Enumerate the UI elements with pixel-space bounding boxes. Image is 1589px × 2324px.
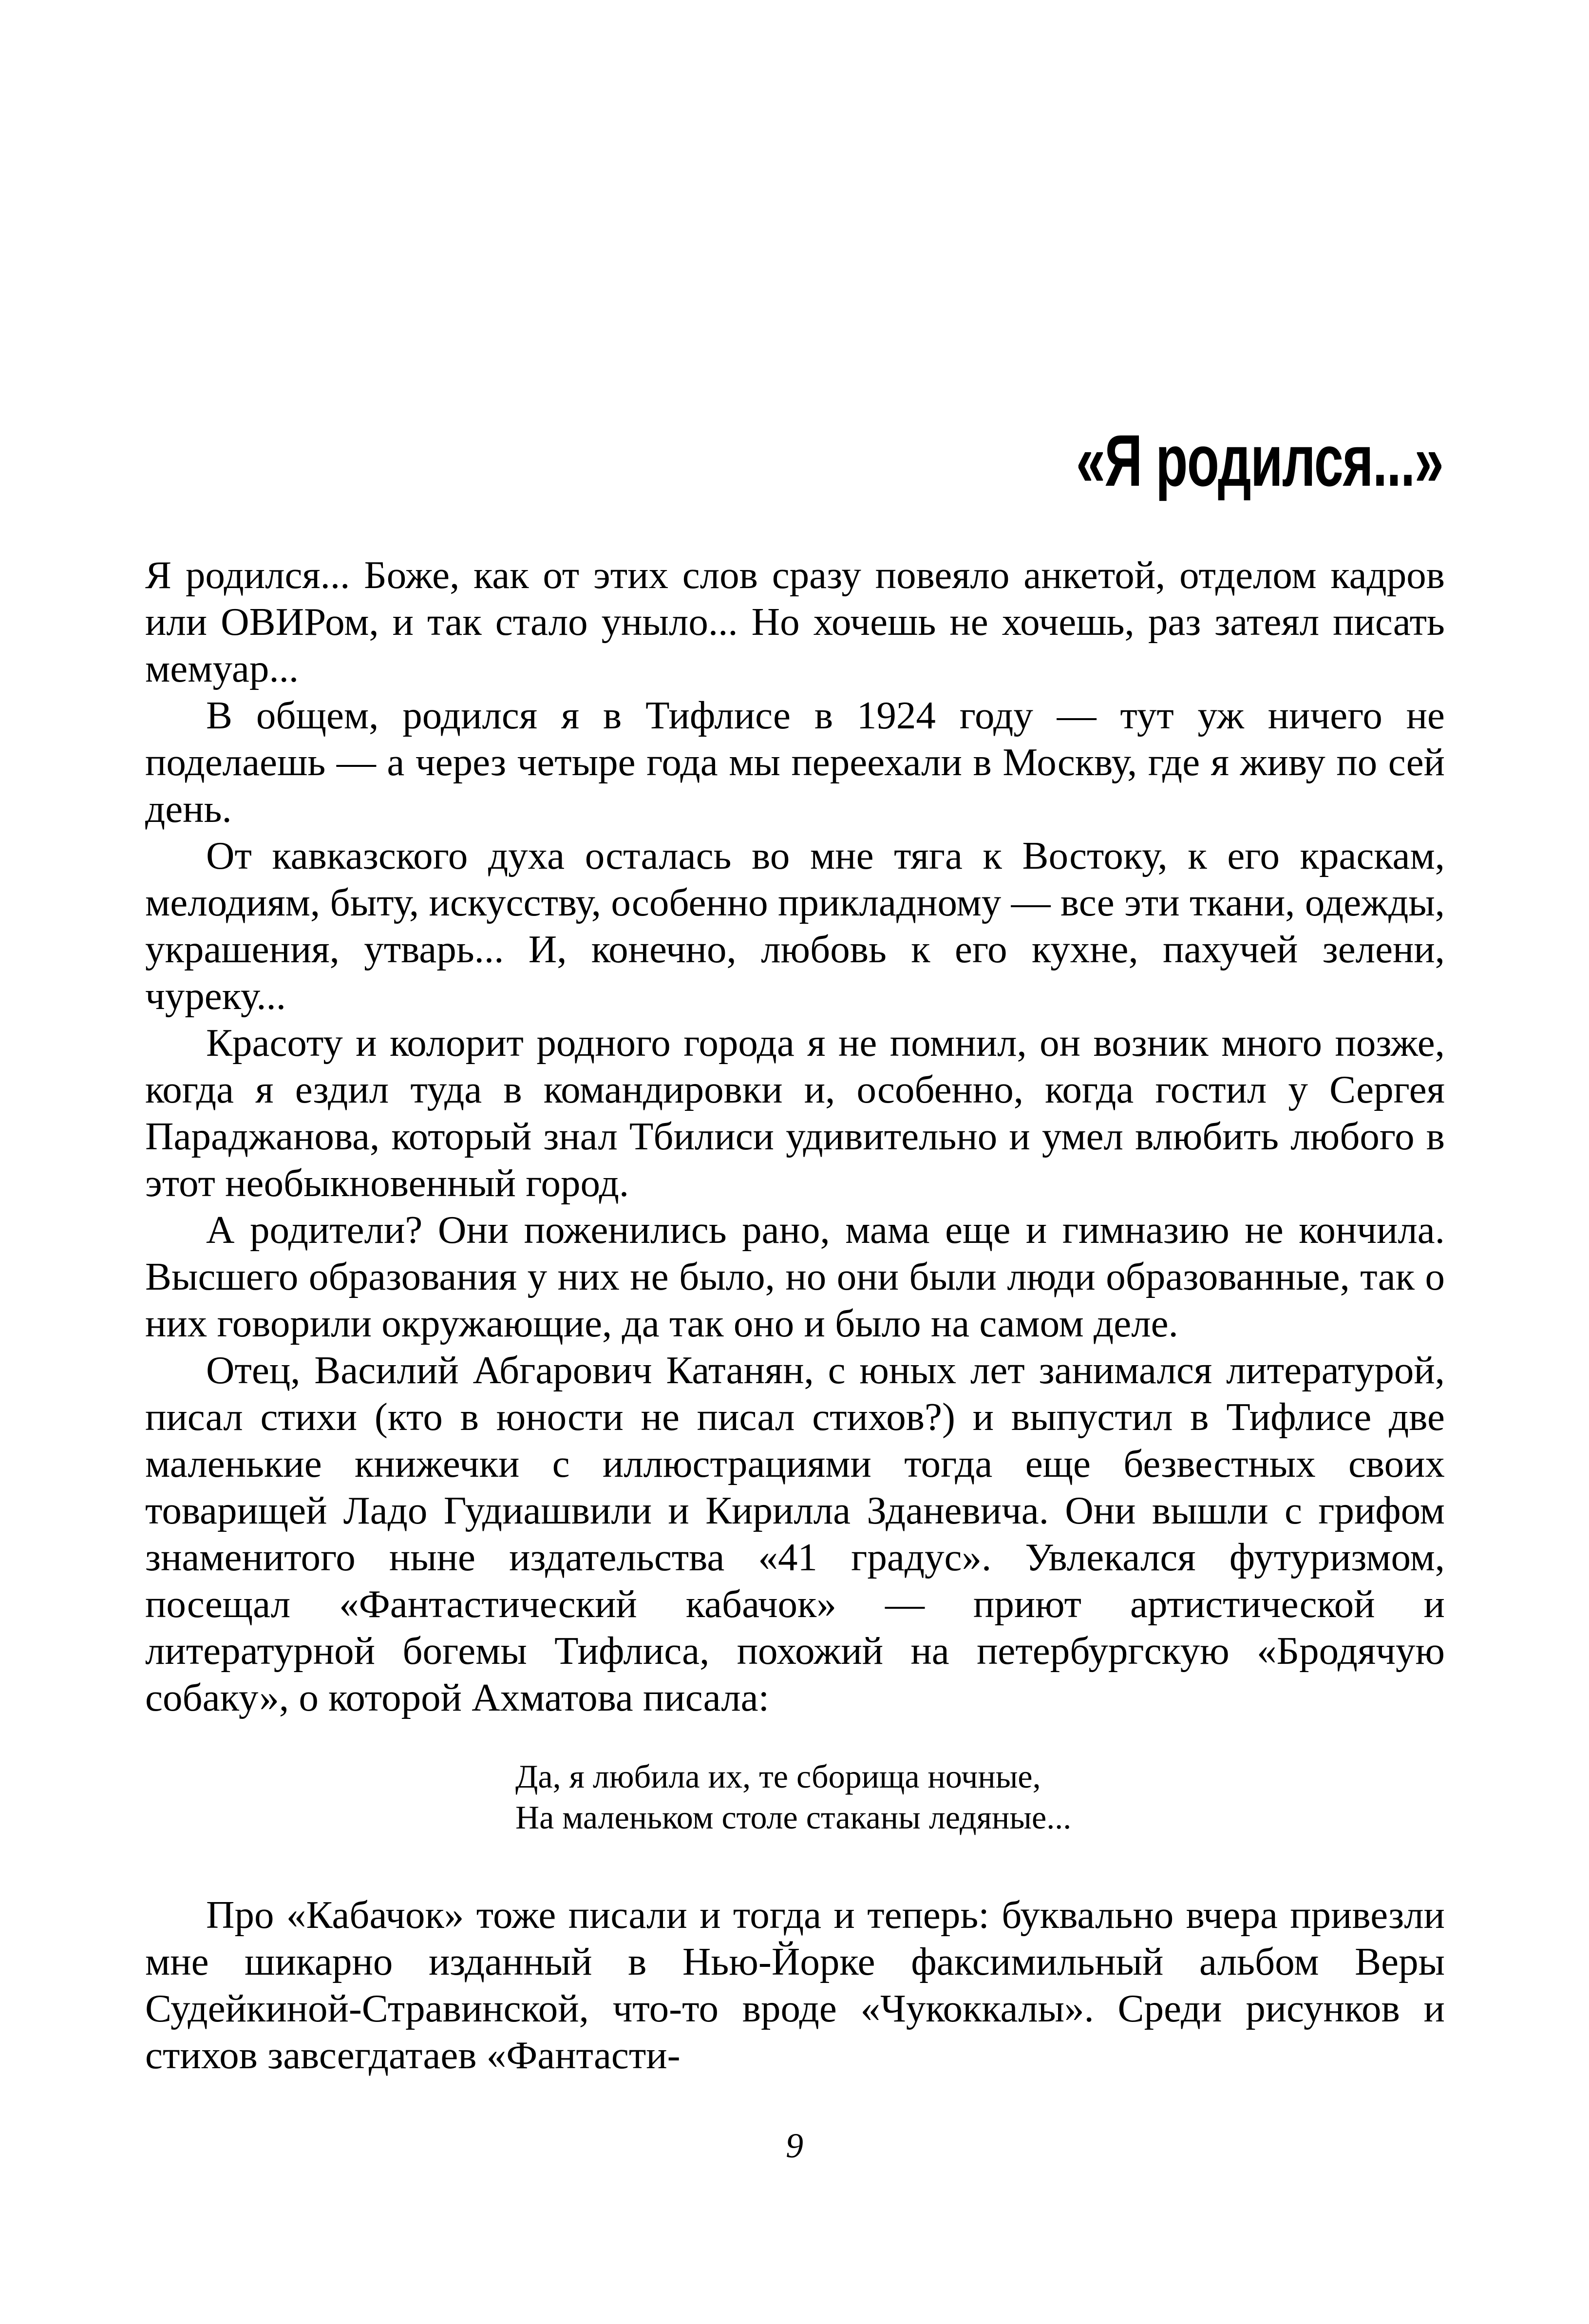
body-text <box>145 552 1445 2078</box>
poem-line: На маленьком столе стаканы ледяные... <box>515 1799 1072 1836</box>
paragraph-parents: А родители? Они поженились рано, мама еще и гимназию не кончила. Высшего образования у них не было, но они были люди образованные, так о них говорили окружающие, да так оно и было на самом деле. <box>145 1208 1445 1345</box>
paragraph-hometown: Красоту и колорит родного города я не помнил, он возник много позже, когда я ездил туда в командировки и, особенно, когда гостил у Сергея Параджанова, который знал Тбилиси удивительно и умел влюбить любого в этот необыкновенный город. <box>145 1021 1445 1205</box>
paragraph-caucasus: От кавказского духа осталась во мне тяга к Востоку, к его краскам, мелодиям, быту, искусству, особенно прикладному — все эти ткани, одежды, украшения, утварь... И, конечно, любовь к его кухне, пахучей зелени, чуреку... <box>145 834 1445 1018</box>
paragraph-intro: Я родился... Боже, как от этих слов сразу повеяло анкетой, отделом кадров или ОВИРом, и так стало уныло... Но хочешь не хочешь, раз затеял писать мемуар... <box>145 553 1445 690</box>
paragraph-father: Отец, Василий Абгарович Катанян, с юных лет занимался литературой, писал стихи (кто в юности не писал стихов?) и выпустил в Тифлисе две маленькие книжечки с иллюстрациями тогда еще безвестных своих товарищей Ладо Гудиашвили и Кирилла Зданевича. Они вышли с грифом знаменитого ныне издательства «41 градус». Увлекался футуризмом, посещал «Фантастический кабачок» — приют артистической и литературной богемы Тифлиса, похожий на петербургскую «Бродячую собаку», о которой Ахматова писала: <box>145 1348 1445 1719</box>
page-number: 9 <box>786 2126 803 2165</box>
chapter-title: «Я родился...» <box>1076 419 1443 501</box>
paragraph-kabachok: Про «Кабачок» тоже писали и тогда и теперь: буквально вчера привезли мне шикарно изданный в Нью-Йорке факсимильный альбом Веры Судейкиной-Стравинской, что-то вроде «Чукоккалы». Среди рисунков и стихов завсегдатаев «Фантасти- <box>145 1893 1445 2077</box>
poem-line: Да, я любила их, те сборища ночные, <box>515 1758 1041 1795</box>
paragraph-birth: В общем, родился я в Тифлисе в 1924 году — тут уж ничего не поделаешь — а через четыре года мы переехали в Москву, где я живу по сей день. <box>145 693 1445 831</box>
poem-quote <box>145 1756 1445 1838</box>
